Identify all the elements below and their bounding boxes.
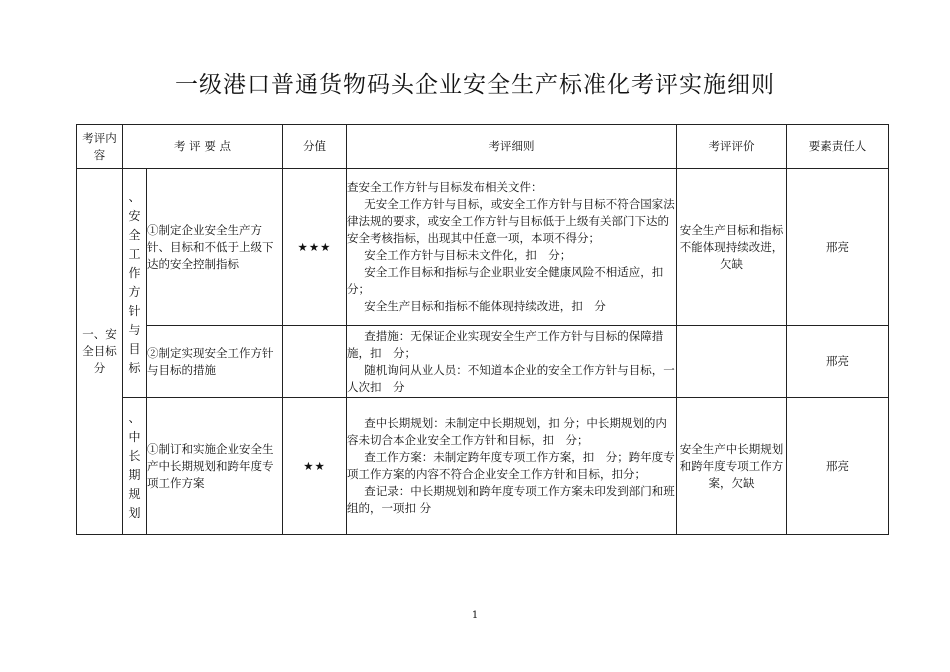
header-evaluation: 考评评价 bbox=[677, 125, 787, 169]
subcategory-cell bbox=[123, 169, 147, 398]
table-row bbox=[77, 398, 889, 535]
rule-line: 查中长期规划：未制定中长期规划，扣 分；中长期规划的内容未切合本企业安全工作方针和目标，扣 分； bbox=[347, 416, 667, 447]
subcategory-label: 、中长期规划 bbox=[128, 411, 141, 520]
table-row bbox=[77, 326, 889, 398]
score-cell: ★★ bbox=[283, 398, 347, 535]
point-cell: ①制订和实施企业安全生产中长期规划和跨年度专项工作方案 bbox=[147, 398, 283, 535]
table-row bbox=[77, 169, 889, 326]
rule-line: 安全工作目标和指标与企业职业安全健康风险不相适应，扣 分； bbox=[347, 265, 675, 296]
responsible-cell: 邢亮 bbox=[787, 326, 889, 398]
header-content: 考评内容 bbox=[77, 125, 123, 169]
point-cell: ②制定实现安全工作方针与目标的措施 bbox=[147, 326, 283, 398]
rules-cell bbox=[347, 398, 677, 535]
header-score: 分值 bbox=[283, 125, 347, 169]
page-number: 1 bbox=[471, 610, 479, 621]
score-cell bbox=[283, 326, 347, 398]
evaluation-cell: 安全生产中长期规划和跨年度专项工作方案，欠缺 bbox=[677, 398, 787, 535]
evaluation-cell bbox=[677, 326, 787, 398]
rule-line: 查记录：中长期规划和跨年度专项工作方案未印发到部门和班组的，一项扣 分 bbox=[347, 484, 675, 515]
document-title: 一级港口普通货物码头企业安全生产标准化考评实施细则 bbox=[175, 72, 775, 98]
responsible-cell: 邢亮 bbox=[787, 398, 889, 535]
evaluation-cell: 安全生产目标和指标不能体现持续改进，欠缺 bbox=[677, 169, 787, 326]
rules-cell bbox=[347, 326, 677, 398]
subcategory-cell bbox=[123, 398, 147, 535]
rule-line: 查措施：无保证企业实现安全生产工作方针与目标的保障措施，扣 分； bbox=[347, 328, 664, 360]
evaluation-table bbox=[76, 124, 889, 535]
header-rules: 考评细则 bbox=[347, 125, 677, 169]
rule-line: 安全工作方针与目标未文件化，扣 分； bbox=[364, 248, 572, 262]
rule-line: 随机询问从业人员：不知道本企业的安全工作方针与目标，一人次扣 分 bbox=[347, 362, 675, 394]
subcategory-label: 、安全工作方针与目标 bbox=[128, 190, 141, 375]
score-cell: ★★★ bbox=[283, 169, 347, 326]
header-row bbox=[77, 125, 889, 169]
responsible-cell: 邢亮 bbox=[787, 169, 889, 326]
rule-line: 安全生产目标和指标不能体现持续改进，扣 分 bbox=[364, 299, 606, 313]
rules-cell bbox=[347, 169, 677, 326]
rule-line: 无安全工作方针与目标，或安全工作方针与目标不符合国家法律法规的要求，或安全工作方针与目标低于上级有关部门下达的安全考核指标，出现其中任意一项，本项不得分； bbox=[347, 197, 675, 245]
header-points: 考 评 要 点 bbox=[123, 125, 283, 169]
point-cell: ①制定企业安全生产方针、目标和不低于上级下达的安全控制指标 bbox=[147, 169, 283, 326]
header-responsible: 要素责任人 bbox=[787, 125, 889, 169]
category-cell: 一、安全目标分 bbox=[77, 169, 123, 535]
rule-line: 查安全工作方针与目标发布相关文件： bbox=[347, 180, 543, 194]
rule-line: 查工作方案：未制定跨年度专项工作方案，扣 分；跨年度专项工作方案的内容不符合企业安全工作方针和目标，扣分； bbox=[347, 450, 675, 481]
